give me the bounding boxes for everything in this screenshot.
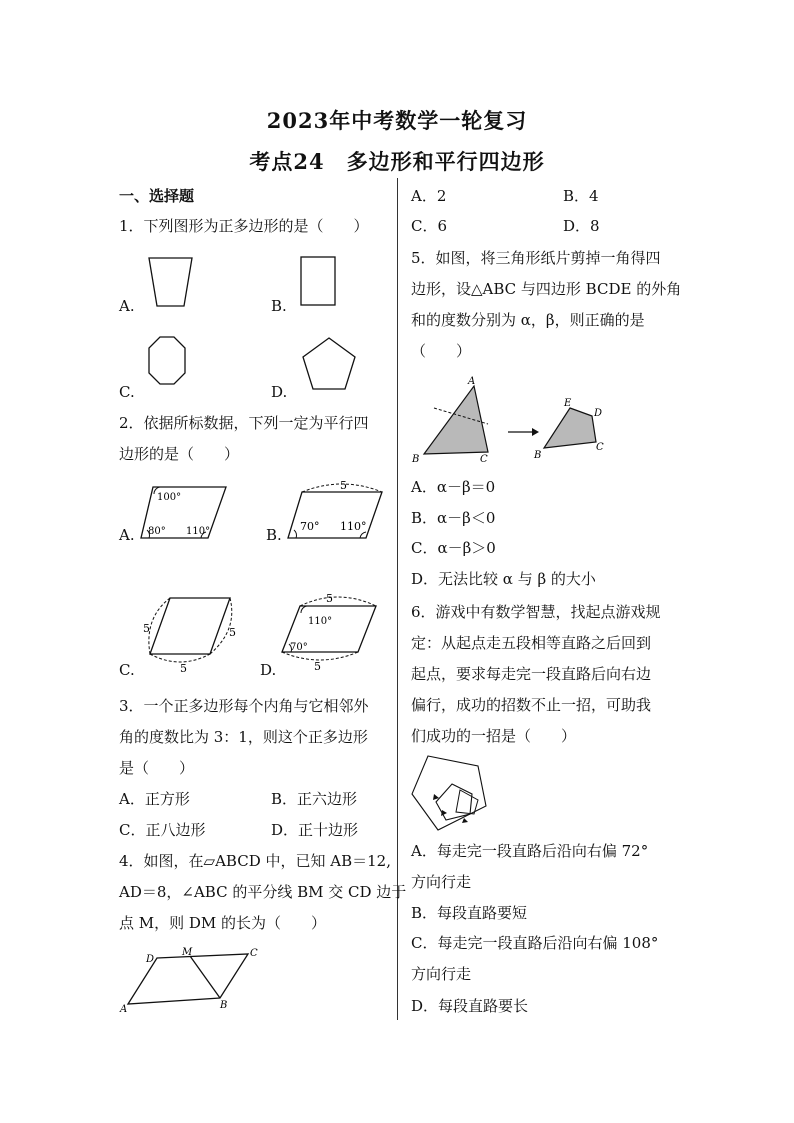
q3-option-b: B．正六边形 [271,790,358,808]
q4-label-d: D [146,954,155,965]
q2-figure-b [286,478,386,544]
q2c-side-bottom: 5 [180,662,187,675]
q1-option-c: C. [119,383,135,401]
q4-label-b: B [220,1000,228,1011]
document-title: 2023年中考数学一轮复习 [266,108,528,133]
q6-stem-line1: 6．游戏中有数学智慧，找起点游戏规 [411,603,661,621]
q2d-side-bottom: 5 [314,660,321,673]
q6-stem-line4: 偏行，成功的招数不止一招，可助我 [411,696,652,714]
q3-stem-line3: 是（ ） [119,759,195,777]
q5-right-label-d: D [594,408,603,419]
q2-option-a: A. [119,526,135,544]
q5-option-a: A．α－β＝0 [411,478,496,496]
q6-option-a-line2: 方向行走 [411,873,472,891]
q5-option-c: C．α－β＞0 [411,539,496,557]
q2b-angle-110: 110° [340,520,367,533]
q1-option-b: B. [271,297,287,315]
q2-option-b: B. [266,526,282,544]
q2d-angle-110: 110° [308,616,333,627]
q4-label-m: M [182,947,193,958]
q2-stem-line1: 2．依据所标数据，下列一定为平行四 [119,414,369,432]
q5-option-b: B．α－β＜0 [411,509,496,527]
q1-stem: 1．下列图形为正多边形的是（ ） [119,217,369,235]
q6-option-c-line2: 方向行走 [411,965,472,983]
q2-stem-line2: 边形的是（ ） [119,445,240,463]
q1-figure-octagon [147,336,187,386]
q2d-angle-70: 70° [290,642,308,653]
q4-figure-parallelogram [118,944,264,1016]
q2-option-d: D. [260,661,277,679]
q5-right-label-b: B [534,450,542,461]
q5-option-d: D．无法比较 α 与 β 的大小 [411,570,596,588]
q4-stem-line3: 点 M，则 DM 的长为（ ） [119,914,327,932]
q5-stem-line3: 和的度数分别为 α，β，则正确的是 [411,311,645,329]
q2-figure-a [138,482,230,544]
q6-stem-line5: 们成功的一招是（ ） [411,727,577,745]
q2a-angle-100: 100° [157,492,182,503]
q6-figure-pentagon-paths [408,754,494,834]
q5-stem-line2: 边形，设△ABC 与四边形 BCDE 的外角 [411,280,682,298]
q5-left-label-c: C [480,454,488,465]
q4-stem-line1: 4．如图，在▱ABCD 中，已知 AB＝12, [119,852,391,870]
q2-figure-d [280,590,380,672]
q4-option-a: A．2 [411,187,447,205]
q4-option-d: D．8 [563,217,600,235]
q3-stem-line1: 3．一个正多边形每个内角与它相邻外 [119,697,369,715]
q6-option-b: B．每段直路要短 [411,904,528,922]
q6-option-d: D．每段直路要长 [411,997,529,1015]
q2-figure-c [142,590,242,675]
q3-option-a: A．正方形 [119,790,190,808]
section-heading: 一、选择题 [119,187,195,205]
q3-option-d: D．正十边形 [271,821,359,839]
q4-option-c: C．6 [411,217,448,235]
q2d-side-top: 5 [326,592,333,605]
q5-left-label-a: A [468,376,476,387]
q3-option-c: C．正八边形 [119,821,206,839]
q2-option-c: C. [119,661,135,679]
q6-stem-line2: 定：从起点走五段相等直路之后回到 [411,634,652,652]
q2b-side-5: 5 [340,479,347,492]
q5-left-label-b: B [412,454,420,465]
q1-figure-rectangle [300,256,336,306]
q2a-angle-80: 80° [148,526,166,537]
q6-stem-line3: 起点，要求每走完一段直路后向右边 [411,665,652,683]
q4-stem-line2: AD＝8，∠ABC 的平分线 BM 交 CD 边于 [119,883,407,901]
q6-option-c-line1: C．每走完一段直路后沿向右偏 108° [411,934,659,952]
q5-stem-line4: （ ） [411,342,472,360]
q1-figure-pentagon [302,336,358,392]
q5-right-label-c: C [596,442,604,453]
q2b-angle-70: 70° [300,520,320,533]
q4-label-c: C [250,948,258,959]
q1-option-d: D. [271,383,288,401]
document-subtitle: 考点24 多边形和平行四边形 [249,149,545,174]
q1-figure-trapezoid [148,256,194,308]
q5-stem-line1: 5．如图，将三角形纸片剪掉一角得四 [411,249,661,267]
q4-label-a: A [120,1004,128,1015]
q6-option-a-line1: A．每走完一段直路后沿向右偏 72° [411,842,649,860]
q3-stem-line2: 角的度数比为 3：1，则这个正多边形 [119,728,368,746]
q2c-side-right: 5 [229,626,236,639]
q5-figure [408,372,618,466]
q2c-side-left: 5 [143,622,150,635]
q5-right-label-e: E [564,398,572,409]
q1-option-a: A. [119,297,135,315]
q4-option-b: B．4 [563,187,599,205]
q2a-angle-110: 110° [186,526,211,537]
